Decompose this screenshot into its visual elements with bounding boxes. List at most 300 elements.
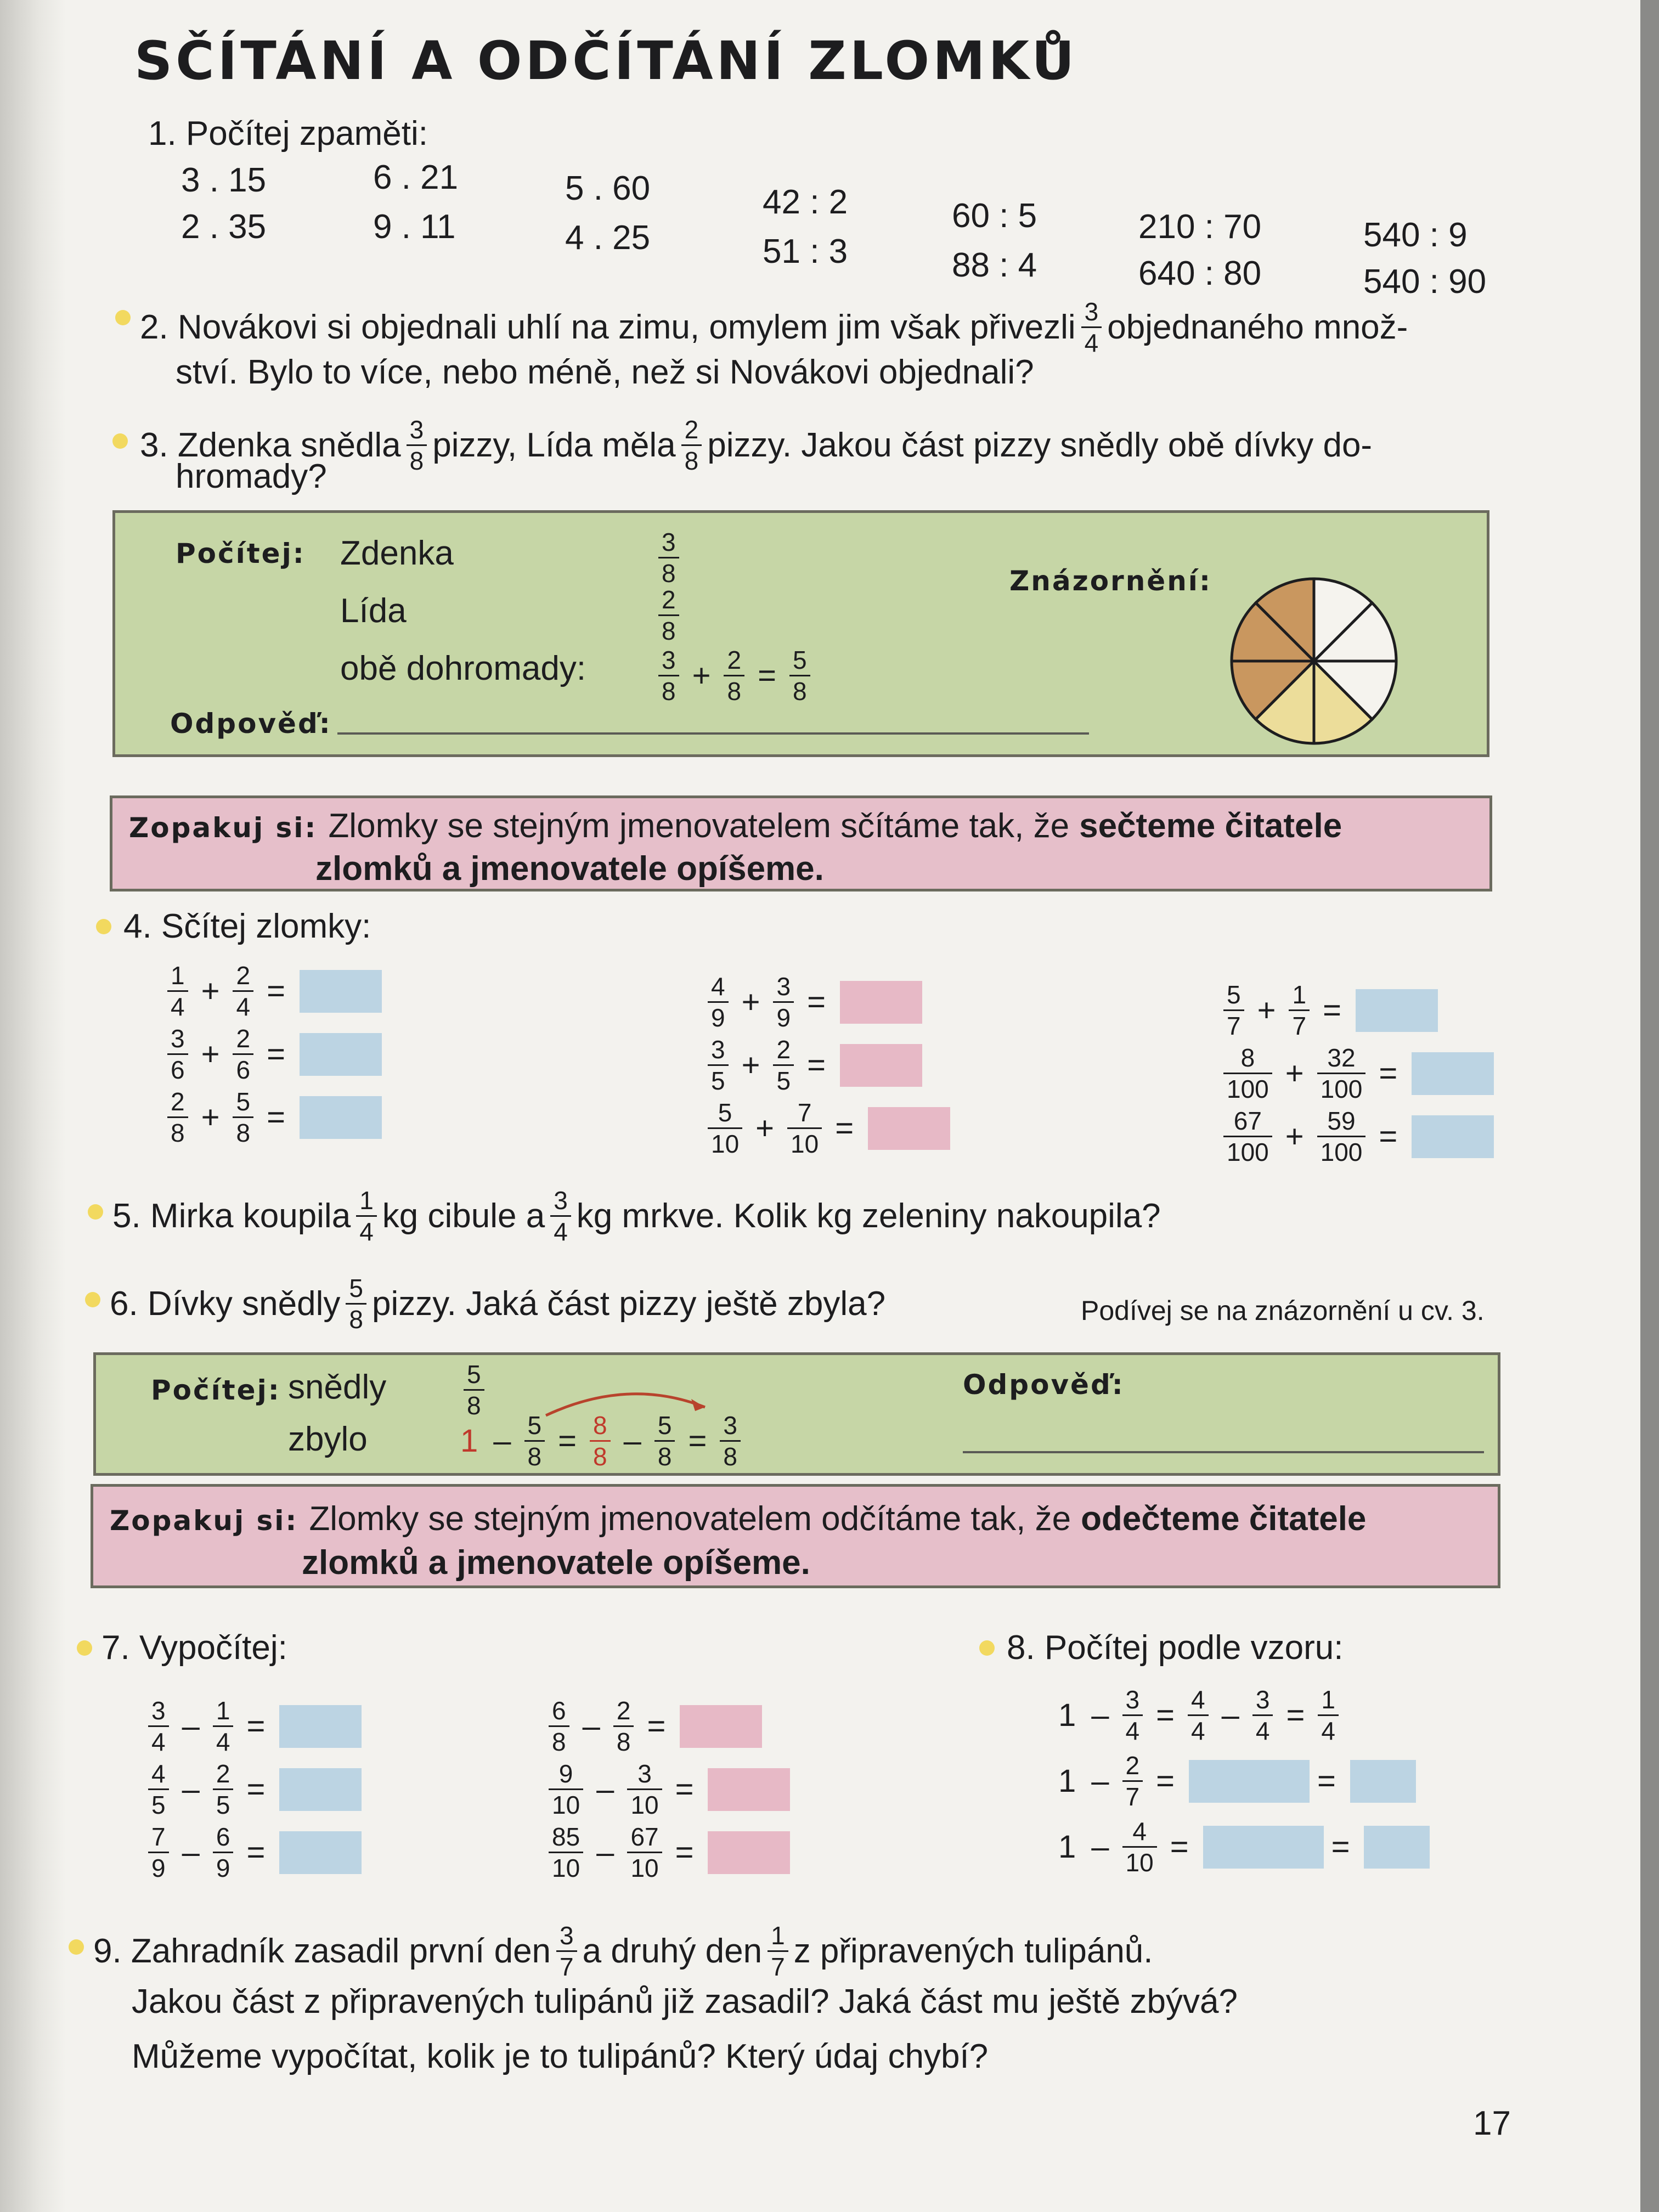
zbylo-label: zbylo xyxy=(288,1420,368,1458)
ex3-line2: hromady? xyxy=(176,458,327,495)
rule1-box xyxy=(110,795,1492,891)
denominator: 5 xyxy=(213,1788,234,1818)
ex4-exercise xyxy=(162,1089,382,1146)
fraction xyxy=(356,1188,377,1244)
ex5-line xyxy=(112,1188,1161,1244)
answer-box[interactable] xyxy=(1412,1115,1494,1158)
fraction xyxy=(148,1761,169,1818)
ex2-line2: ství. Bylo to více, nebo méně, než si Novákovi objednali? xyxy=(176,353,1034,391)
fraction xyxy=(773,1037,794,1093)
minus-sign: – xyxy=(623,1423,641,1459)
fraction xyxy=(167,963,188,1019)
fraction-snedly xyxy=(458,1362,490,1418)
denominator: 8 xyxy=(407,444,427,473)
denominator: 8 xyxy=(549,1725,569,1754)
ex4-exercise xyxy=(702,1037,922,1093)
page-title: SČÍTÁNÍ A ODČÍTÁNÍ ZLOMKŮ xyxy=(134,30,1078,92)
rule2-line2: zlomků a jmenovatele opíšeme. xyxy=(302,1544,810,1582)
ex5-text: 5. Mirka koupila xyxy=(112,1197,351,1235)
rule2-bold: odečteme čitatele xyxy=(1081,1500,1367,1538)
numerator: 4 xyxy=(151,1759,166,1788)
equals-sign: = xyxy=(1156,1763,1175,1799)
numerator: 1 xyxy=(359,1186,374,1215)
fraction xyxy=(708,974,729,1030)
denominator: 8 xyxy=(724,675,744,704)
denominator: 7 xyxy=(1289,1009,1310,1039)
ex7-exercise xyxy=(143,1761,362,1818)
zopakuj-label: Zopakuj si: xyxy=(110,1505,298,1537)
sum-expression xyxy=(653,647,816,704)
denominator: 100 xyxy=(1223,1136,1272,1165)
numerator: 3 xyxy=(637,1759,652,1788)
bullet-dot xyxy=(112,433,128,449)
fraction xyxy=(1223,982,1244,1039)
fraction xyxy=(613,1698,634,1754)
plus-sign: + xyxy=(201,1099,220,1135)
equals-sign: = xyxy=(807,984,826,1020)
rule2-line1 xyxy=(110,1498,1366,1541)
ex6-text: 6. Dívky snědly xyxy=(110,1284,341,1323)
numerator: 5 xyxy=(792,646,807,674)
numerator: 32 xyxy=(1327,1043,1356,1072)
equals-sign: = xyxy=(246,1771,266,1807)
denominator: 8 xyxy=(658,614,679,644)
ex2-line1 xyxy=(140,299,1408,356)
numerator: 3 xyxy=(662,528,676,556)
denominator: 100 xyxy=(1317,1136,1366,1165)
ex8-row xyxy=(1051,1819,1430,1875)
denominator: 4 xyxy=(1252,1714,1273,1743)
denominator: 100 xyxy=(1223,1073,1272,1102)
ex4-exercise xyxy=(702,974,922,1030)
fraction xyxy=(213,1698,234,1754)
numerator: 3 xyxy=(409,415,424,444)
numerator: 67 xyxy=(630,1822,659,1851)
fraction xyxy=(167,1026,188,1082)
denominator: 10 xyxy=(787,1127,822,1156)
ex4-exercise xyxy=(162,963,382,1019)
denominator: 7 xyxy=(556,1950,577,1979)
zbylo-expression xyxy=(453,1413,746,1469)
denominator: 8 xyxy=(613,1725,634,1754)
obe-label: obě dohromady: xyxy=(340,650,586,687)
denominator: 8 xyxy=(789,675,810,704)
answer-box[interactable] xyxy=(300,1033,382,1076)
rule1-text: Zlomky se stejným jmenovatelem sčítáme tak, že xyxy=(328,807,1070,845)
zopakuj-label: Zopakuj si: xyxy=(129,812,318,844)
fraction xyxy=(1081,299,1102,356)
ex4-exercise xyxy=(162,1026,382,1082)
ex8-label: 8. Počítej podle vzoru: xyxy=(1007,1629,1344,1667)
numerator: 2 xyxy=(616,1696,631,1725)
ex1-item: 2 . 35 xyxy=(181,208,267,246)
bullet-dot xyxy=(115,310,131,325)
numerator: 1 xyxy=(1292,980,1307,1009)
answer-box[interactable] xyxy=(300,1096,382,1139)
minus-sign: – xyxy=(1221,1697,1239,1733)
plus-sign: + xyxy=(1285,1056,1304,1091)
numerator: 3 xyxy=(723,1411,737,1440)
plus-sign: + xyxy=(201,1036,220,1072)
ex1-item: 540 : 9 xyxy=(1363,216,1468,254)
answer-box[interactable] xyxy=(1350,1760,1416,1803)
equals-sign: = xyxy=(688,1423,707,1459)
denominator: 5 xyxy=(773,1064,794,1093)
fraction xyxy=(233,1089,253,1146)
denominator: 9 xyxy=(773,1001,794,1030)
lida-label: Lída xyxy=(340,592,407,630)
equals-sign: = xyxy=(1317,1763,1336,1799)
denominator: 9 xyxy=(148,1852,169,1881)
denominator: 10 xyxy=(708,1127,742,1156)
denominator: 8 xyxy=(167,1116,188,1146)
bullet-dot xyxy=(77,1640,92,1656)
denominator: 100 xyxy=(1317,1073,1366,1102)
fraction-zdenka xyxy=(653,529,685,586)
odpoved-label: Odpověď: xyxy=(963,1369,1125,1401)
denominator: 4 xyxy=(356,1215,377,1244)
fraction xyxy=(1289,982,1310,1039)
fraction xyxy=(708,1037,729,1093)
numerator: 3 xyxy=(662,646,676,674)
ex3-text: 3. Zdenka snědla xyxy=(140,426,401,464)
fraction xyxy=(148,1698,169,1754)
equals-sign: = xyxy=(1323,992,1341,1028)
equals-sign: = xyxy=(558,1423,577,1459)
denominator: 8 xyxy=(233,1116,253,1146)
ex4-exercise xyxy=(1218,982,1438,1039)
fraction xyxy=(627,1761,662,1818)
plus-sign: + xyxy=(692,658,711,693)
answer-box[interactable] xyxy=(680,1705,762,1748)
denominator: 4 xyxy=(1188,1714,1209,1743)
answer-box[interactable] xyxy=(868,1107,950,1150)
denominator: 4 xyxy=(148,1725,169,1754)
pizza-pie-diagram xyxy=(1226,573,1402,749)
fraction xyxy=(233,1026,253,1082)
ex1-item: 88 : 4 xyxy=(952,246,1037,284)
minus-sign: – xyxy=(493,1423,511,1459)
ex4-label: 4. Sčítej zlomky: xyxy=(123,907,371,945)
denominator: 5 xyxy=(708,1064,729,1093)
numerator: 8 xyxy=(1240,1043,1255,1072)
fraction xyxy=(1223,1045,1272,1102)
numerator: 59 xyxy=(1327,1107,1356,1135)
numerator: 3 xyxy=(1084,297,1099,326)
fraction xyxy=(549,1824,583,1881)
denominator: 4 xyxy=(1318,1714,1339,1743)
ex1-item: 51 : 3 xyxy=(763,233,848,270)
answer-box[interactable] xyxy=(279,1705,362,1748)
bullet-dot xyxy=(85,1292,100,1307)
ex1-item: 42 : 2 xyxy=(763,183,848,221)
ex8-row xyxy=(1051,1753,1416,1809)
fraction xyxy=(787,1100,822,1156)
fraction xyxy=(1317,1045,1366,1102)
ex1-item: 4 . 25 xyxy=(565,219,651,257)
ex9-text: a druhý den xyxy=(582,1932,763,1970)
numerator: 2 xyxy=(727,646,742,674)
equals-sign: = xyxy=(1379,1119,1398,1154)
denominator: 9 xyxy=(213,1852,234,1881)
minus-sign: – xyxy=(182,1771,200,1807)
denominator: 10 xyxy=(549,1788,583,1818)
denominator: 4 xyxy=(1122,1714,1143,1743)
numerator: 2 xyxy=(684,415,699,444)
ex1-item: 6 . 21 xyxy=(373,159,459,196)
bullet-dot xyxy=(979,1640,995,1656)
ex3-text: pizzy, Lída měla xyxy=(432,426,676,464)
fraction xyxy=(167,1089,188,1146)
ex1-label: 1. Počítej zpaměti: xyxy=(148,115,428,153)
ex1-item: 9 . 11 xyxy=(373,208,456,246)
ex7-exercise xyxy=(543,1824,790,1881)
ex1-item: 60 : 5 xyxy=(952,197,1037,235)
numerator: 2 xyxy=(171,1087,185,1116)
plus-sign: + xyxy=(741,1047,760,1083)
ex7-exercise xyxy=(543,1698,762,1754)
ex1-item: 5 . 60 xyxy=(565,170,651,207)
answer-line[interactable] xyxy=(337,732,1089,735)
denominator: 10 xyxy=(627,1788,662,1818)
denominator: 10 xyxy=(549,1852,583,1881)
numerator: 3 xyxy=(171,1024,185,1053)
rule2-box xyxy=(91,1484,1500,1588)
ex2-text: 2. Novákovi si objednali uhlí na zimu, omylem jim však přivezli xyxy=(140,308,1076,346)
minus-sign: – xyxy=(1091,1697,1109,1733)
numerator: 3 xyxy=(554,1186,568,1215)
ex9-line2: Jakou část z připravených tulipánů již zasadil? Jaká část mu ještě zbývá? xyxy=(132,1983,1238,2021)
minus-sign: – xyxy=(1091,1763,1109,1799)
denominator: 8 xyxy=(590,1440,611,1469)
denominator: 6 xyxy=(233,1053,253,1082)
equals-sign: = xyxy=(246,1708,266,1744)
equals-sign: = xyxy=(1331,1829,1350,1865)
equals-sign: = xyxy=(246,1835,266,1870)
numerator: 3 xyxy=(151,1696,166,1725)
ex7-label: 7. Vypočítej: xyxy=(101,1629,287,1667)
ex9-line3: Můžeme vypočítat, kolik je to tulipánů? Který údaj chybí? xyxy=(132,2038,989,2075)
denominator: 7 xyxy=(1122,1780,1143,1809)
fraction xyxy=(681,417,702,473)
rule1-bold: sečteme čitatele xyxy=(1079,807,1342,845)
answer-box[interactable] xyxy=(279,1831,362,1874)
numerator: 3 xyxy=(711,1035,725,1064)
ex1-item: 640 : 80 xyxy=(1138,255,1262,292)
fraction xyxy=(549,1698,569,1754)
answer-box[interactable] xyxy=(1356,989,1438,1032)
minus-sign: – xyxy=(596,1771,614,1807)
ex6-text: pizzy. Jaká část pizzy ještě zbyla? xyxy=(371,1284,886,1323)
one-number: 1 xyxy=(460,1423,478,1459)
ex8-model xyxy=(1051,1687,1344,1743)
answer-box[interactable] xyxy=(1364,1826,1430,1869)
bullet-dot xyxy=(88,1204,103,1220)
minus-sign: – xyxy=(582,1708,600,1744)
numerator: 5 xyxy=(236,1087,251,1116)
numerator: 2 xyxy=(236,961,251,990)
ex6-solution-box xyxy=(93,1352,1500,1476)
answer-box[interactable] xyxy=(279,1768,362,1811)
fraction xyxy=(550,1188,571,1244)
denominator: 8 xyxy=(658,675,679,704)
denominator: 9 xyxy=(708,1001,729,1030)
numerator: 5 xyxy=(1227,980,1241,1009)
equals-sign: = xyxy=(675,1771,694,1807)
bullet-dot xyxy=(69,1939,84,1955)
fraction xyxy=(549,1761,583,1818)
rule2-text: Zlomky se stejným jmenovatelem odčítáme tak, že xyxy=(309,1500,1071,1538)
equals-sign: = xyxy=(1379,1056,1398,1091)
denominator: 8 xyxy=(658,557,679,586)
fraction xyxy=(233,963,253,1019)
fraction xyxy=(148,1824,169,1881)
denominator: 8 xyxy=(524,1440,545,1469)
fraction xyxy=(627,1824,662,1881)
ex3-solution-box xyxy=(112,510,1489,757)
numerator: 6 xyxy=(552,1696,566,1725)
equals-sign: = xyxy=(647,1708,666,1744)
fraction-lida xyxy=(653,587,685,644)
one-number: 1 xyxy=(1058,1829,1076,1865)
equals-sign: = xyxy=(758,658,776,693)
equals-sign: = xyxy=(267,1036,285,1072)
numerator: 7 xyxy=(151,1822,166,1851)
rule1-line2: zlomků a jmenovatele opíšeme. xyxy=(315,850,824,888)
denominator: 7 xyxy=(1223,1009,1244,1039)
ex4-exercise xyxy=(1218,1108,1494,1165)
denominator: 8 xyxy=(654,1440,675,1469)
denominator: 5 xyxy=(148,1788,169,1818)
ex4-exercise xyxy=(702,1100,950,1156)
fraction xyxy=(213,1761,234,1818)
numerator: 7 xyxy=(797,1098,812,1127)
numerator: 3 xyxy=(1255,1685,1270,1714)
numerator: 3 xyxy=(776,972,791,1001)
numerator: 2 xyxy=(662,585,676,614)
page-number: 17 xyxy=(1473,2104,1511,2142)
rule1-line1 xyxy=(129,805,1342,848)
minus-sign: – xyxy=(1091,1829,1109,1865)
one-number: 1 xyxy=(1058,1763,1076,1799)
minus-sign: – xyxy=(182,1835,200,1870)
denominator: 8 xyxy=(346,1303,366,1332)
equals-sign: = xyxy=(835,1110,854,1146)
denominator: 10 xyxy=(627,1852,662,1881)
answer-box[interactable] xyxy=(708,1768,790,1811)
numerator: 5 xyxy=(718,1098,732,1127)
fraction xyxy=(346,1276,366,1332)
numerator: 2 xyxy=(1125,1751,1140,1780)
page-gutter xyxy=(0,0,66,2212)
ex7-exercise xyxy=(543,1761,790,1818)
znazorneni-label: Znázornění: xyxy=(1009,565,1212,597)
denominator: 8 xyxy=(720,1440,741,1469)
equals-sign: = xyxy=(807,1047,826,1083)
numerator: 9 xyxy=(558,1759,573,1788)
ex1-item: 540 : 90 xyxy=(1363,263,1487,301)
answer-box[interactable] xyxy=(840,981,922,1024)
answer-box[interactable] xyxy=(708,1831,790,1874)
answer-box[interactable] xyxy=(1203,1826,1324,1869)
snedly-label: snědly xyxy=(288,1368,387,1406)
ex7-exercise xyxy=(143,1824,362,1881)
denominator: 4 xyxy=(1081,326,1102,356)
denominator: 4 xyxy=(550,1215,571,1244)
denominator: 4 xyxy=(233,990,253,1019)
numerator: 1 xyxy=(216,1696,230,1725)
plus-sign: + xyxy=(755,1110,775,1146)
numerator: 1 xyxy=(1321,1685,1335,1714)
equals-sign: = xyxy=(675,1835,694,1870)
denominator: 8 xyxy=(464,1389,484,1418)
numerator: 4 xyxy=(1191,1685,1205,1714)
numerator: 2 xyxy=(236,1024,251,1053)
numerator: 5 xyxy=(657,1411,672,1440)
numerator: 2 xyxy=(776,1035,791,1064)
ex9-text: 9. Zahradník zasadil první den xyxy=(93,1932,551,1970)
ex1-item: 3 . 15 xyxy=(181,161,267,199)
equals-sign: = xyxy=(1156,1697,1175,1733)
answer-box[interactable] xyxy=(840,1044,922,1087)
ex6-line xyxy=(110,1276,885,1332)
numerator: 1 xyxy=(771,1921,785,1950)
odpoved-label: Odpověď: xyxy=(170,708,332,740)
one-number: 1 xyxy=(1058,1697,1076,1733)
ex6-hint: Podívej se na znázornění u cv. 3. xyxy=(1081,1295,1485,1326)
answer-box[interactable] xyxy=(1412,1052,1494,1095)
answer-box[interactable] xyxy=(300,970,382,1013)
equals-sign: = xyxy=(1170,1829,1189,1865)
numerator: 85 xyxy=(552,1822,580,1851)
numerator: 8 xyxy=(593,1411,607,1440)
fraction xyxy=(1223,1108,1272,1165)
equals-sign: = xyxy=(1286,1697,1305,1733)
fraction xyxy=(407,417,427,473)
numerator: 6 xyxy=(216,1822,230,1851)
plus-sign: + xyxy=(201,973,220,1009)
pocitej-label: Počítej: xyxy=(151,1374,281,1406)
numerator: 3 xyxy=(1125,1685,1140,1714)
numerator: 5 xyxy=(527,1411,542,1440)
fraction xyxy=(708,1100,742,1156)
ex5-text: kg mrkve. Kolik kg zeleniny nakoupila? xyxy=(576,1197,1161,1235)
minus-sign: – xyxy=(182,1708,200,1744)
plus-sign: + xyxy=(1257,992,1276,1028)
ex5-text: kg cibule a xyxy=(382,1197,545,1235)
denominator: 7 xyxy=(768,1950,788,1979)
plus-sign: + xyxy=(741,984,760,1020)
answer-box[interactable] xyxy=(1189,1760,1310,1803)
plus-sign: + xyxy=(1285,1119,1304,1154)
ex2-text: objednaného množ- xyxy=(1107,308,1408,346)
zdenka-label: Zdenka xyxy=(340,534,454,572)
fraction xyxy=(1317,1108,1366,1165)
ex9-line1 xyxy=(93,1923,1153,1979)
numerator: 5 xyxy=(349,1274,363,1302)
answer-line[interactable] xyxy=(963,1451,1484,1453)
numerator: 5 xyxy=(467,1360,481,1389)
denominator: 4 xyxy=(167,990,188,1019)
bullet-dot xyxy=(96,919,111,934)
denominator: 4 xyxy=(213,1725,234,1754)
denominator: 10 xyxy=(1122,1846,1157,1875)
ex9-text: z připravených tulipánů. xyxy=(793,1932,1153,1970)
numerator: 67 xyxy=(1233,1107,1262,1135)
minus-sign: – xyxy=(596,1835,614,1870)
ex1-item: 210 : 70 xyxy=(1138,208,1262,246)
numerator: 4 xyxy=(1132,1817,1147,1846)
